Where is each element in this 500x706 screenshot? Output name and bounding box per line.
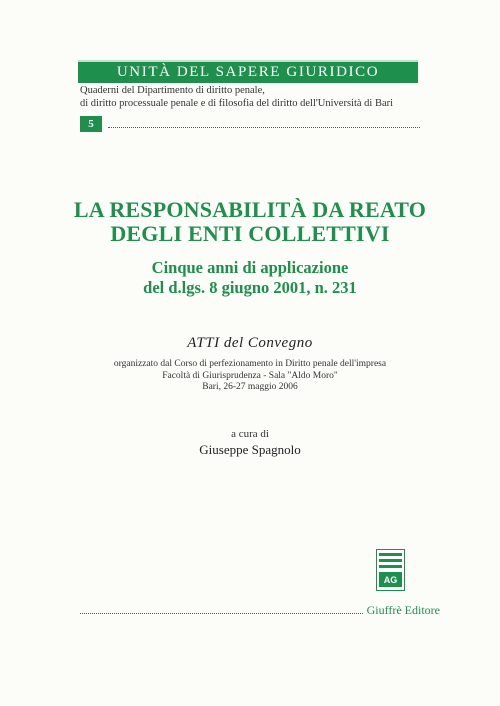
logo-band [379,565,402,568]
book-title [40,198,460,246]
book-subtitle-line: del d.lgs. 8 giugno 2001, n. 231 [143,278,357,297]
volume-number-badge: 5 [80,116,102,132]
series-description-line: di diritto processuale penale e di filosofia del diritto dell'Università di Bari [80,98,394,109]
volume-row [80,115,420,133]
conference-info-line: Facoltà di Giurisprudenza - Sala "Aldo Moro" [162,370,338,381]
dotted-divider [80,613,363,614]
publisher-logo-icon [376,549,405,591]
series-description-line: Quaderni del Dipartimento di diritto penale, [80,85,265,96]
conference-info-line: Bari, 26-27 maggio 2006 [202,382,298,392]
book-title-line: DEGLI ENTI COLLETTIVI [110,221,390,246]
conference-info-line: organizzato dal Corso di perfezionamento in Diritto penale dell'impresa [113,359,387,369]
book-subtitle-line: Cinque anni di applicazione [151,258,349,277]
publisher-name: Giuffrè Editore [366,603,440,617]
series-description [80,84,440,110]
logo-band [379,553,402,556]
logo-monogram: AG [379,572,402,587]
conference-info [40,359,460,394]
book-subtitle [40,258,460,298]
conference-heading: ATTI del Convegno [187,335,313,351]
series-banner [78,60,418,83]
logo-band [379,559,402,562]
publisher-row [80,600,440,618]
editor-label: a cura di [231,428,269,440]
series-name: UNITÀ DEL SAPERE GIURIDICO [116,64,380,80]
book-title-line: LA RESPONSABILITÀ DA REATO [73,197,427,222]
dotted-divider [108,127,420,128]
editor-name: Giuseppe Spagnolo [199,442,301,457]
